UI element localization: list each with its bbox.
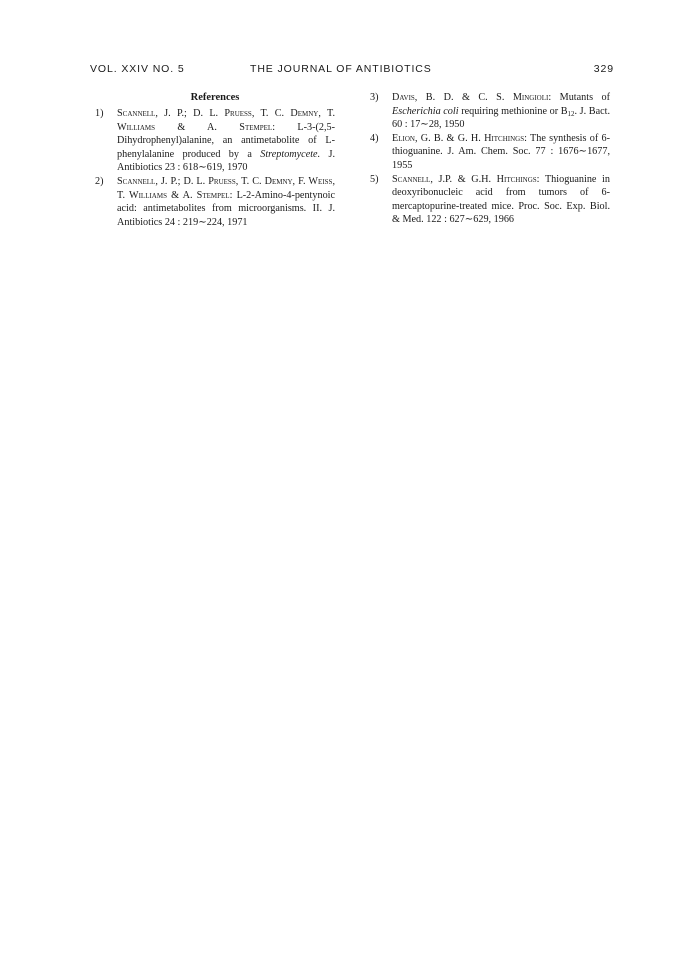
reference-item-4 xyxy=(370,132,610,173)
reference-text: Thioguanine in deoxyribonucleic acid from tumors of 6-mercaptopurine-treated mice. Proc. Soc. Exp. Biol. & Med. 122 : 627∼629, 1966 xyxy=(392,173,610,226)
reference-authors: Scannell, J.P. & G.H. Hitchings: xyxy=(392,173,540,185)
reference-number: 4) xyxy=(370,132,379,144)
reference-text: L-3-(2,5-Dihydrophenyl)alanine, an antimetabolite of L-phenylalanine produced by a xyxy=(117,121,336,160)
page-number: 329 xyxy=(593,63,614,75)
reference-text-cont: requiring methionine or B xyxy=(461,105,568,117)
reference-number: 1) xyxy=(95,108,104,119)
reference-citation: J. Antibiotics 23 : 618∼619, 1970 xyxy=(117,148,336,174)
reference-number: 3) xyxy=(370,92,379,103)
reference-item-2 xyxy=(95,175,335,229)
reference-authors: Elion, G. B. & G. H. Hitchings: xyxy=(392,132,527,144)
reference-text: Mutants of xyxy=(559,92,611,103)
reference-item-5 xyxy=(370,173,610,227)
reference-text: L-2-Amino-4-pentynoic acid: antimetabolites from microorganisms. II. J. Antibiotics 24 : 219∼224, 1971 xyxy=(117,189,336,228)
reference-citation: . J. Bact. 60 : 17∼28, 1950 xyxy=(392,105,611,131)
references-heading: References xyxy=(190,92,240,103)
running-header xyxy=(90,63,614,77)
reference-italic: Escherichia coli xyxy=(392,105,459,117)
reference-text: The synthesis of 6-thioguanine. J. Am. Chem. Soc. 77 : 1676∼1677, 1955 xyxy=(392,132,610,171)
left-column xyxy=(95,91,335,229)
journal-title: THE JOURNAL OF ANTIBIOTICS xyxy=(250,63,432,75)
reference-item-1 xyxy=(95,107,335,175)
right-column xyxy=(370,91,610,227)
reference-item-3 xyxy=(370,91,610,132)
reference-subscript: 12 xyxy=(567,109,575,118)
reference-number: 2) xyxy=(95,175,104,187)
reference-authors: Scannell, J. P.; D. L. Pruess, T. C. Demny, T. Williams & A. Stempel: xyxy=(117,108,335,133)
reference-authors: Davis, B. D. & C. S. Mingioli: xyxy=(392,92,552,103)
reference-italic: Streptomycete. xyxy=(260,148,321,160)
reference-number: 5) xyxy=(370,173,379,185)
volume-label: VOL. XXIV NO. 5 xyxy=(90,63,185,75)
reference-authors: Scannell, J. P.; D. L. Pruess, T. C. Demny, F. Weiss, T. Williams & A. Stempel: xyxy=(117,175,335,201)
